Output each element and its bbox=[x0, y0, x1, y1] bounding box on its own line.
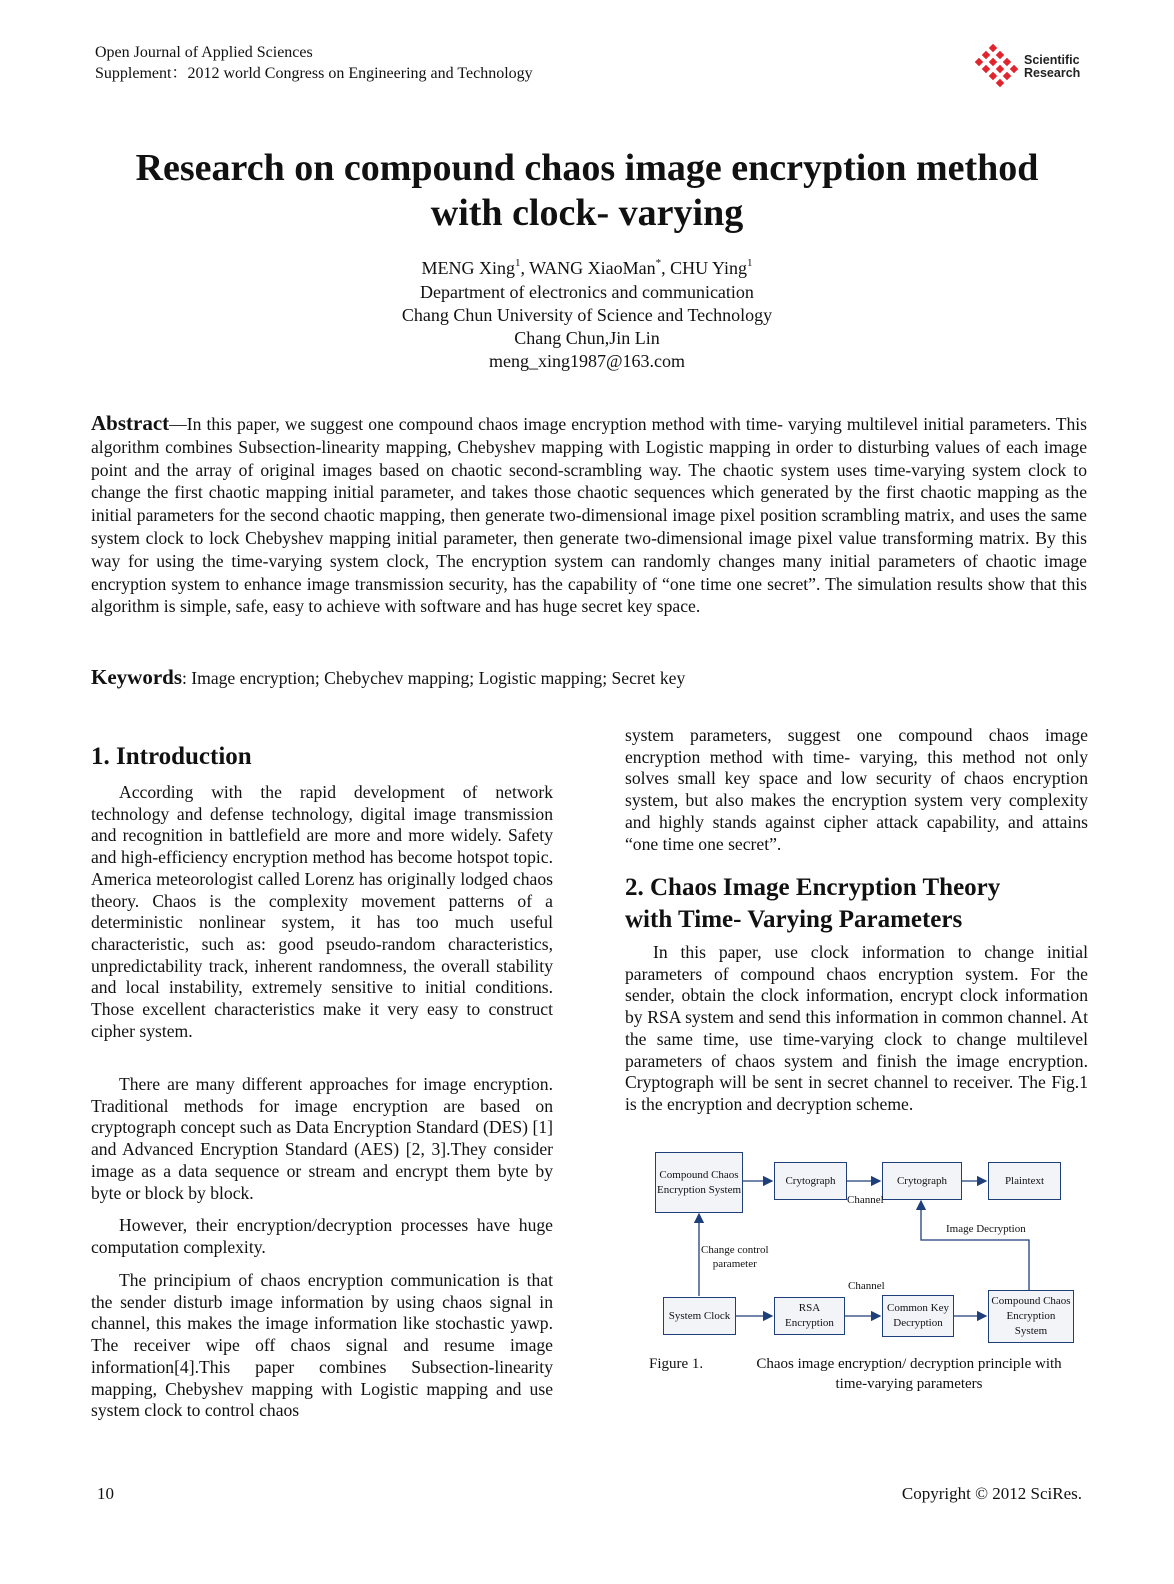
box-crytograph-sender bbox=[774, 1162, 847, 1200]
box-crytograph-receiver bbox=[882, 1162, 962, 1200]
author-name: CHU Ying bbox=[670, 258, 747, 278]
keywords-text: : Image encryption; Chebychev mapping; Logistic mapping; Secret key bbox=[182, 668, 686, 688]
figure-caption-text bbox=[740, 1354, 1078, 1394]
section-heading-theory bbox=[625, 872, 1095, 936]
box-compound-chaos-system bbox=[988, 1290, 1074, 1343]
intro-paragraph-3: However, their encryption/decryption processes have huge computation complexity. bbox=[91, 1215, 553, 1257]
section-heading-theory-line-2: with Time- Varying Parameters bbox=[625, 906, 963, 933]
intro-paragraph-1: According with the rapid development of network technology and defense technology, digital image transmission and recognition in battlefield are more and more widely. Safety and high-efficiency encryption method has become hotspot topic. America meteorologist called Lorenz has originally lodged chaos theory. Chaos is the complexity movement patterns of a deterministic nonlinear system, it has too much useful characteristic, such as: good pseudo-random characteristics, unpredictability track, inherent randomness, the overall stability and local instability, extremely sensitive to initial conditions. Those excellent characteristics make it very easy to construct cipher system. bbox=[91, 782, 553, 1041]
theory-paragraph-1: In this paper, use clock information to change initial parameters of compound chaos encryption system. For the sender, obtain the clock information, encrypt clock information by RSA system and send this information in common channel. At the same time, use time-varying clock to change multilevel parameters of chaos system and finish the image encryption. Cryptograph will be sent in secret channel to receiver. The Fig.1 is the encryption and decryption scheme. bbox=[625, 942, 1088, 1114]
logo-diamond-icon bbox=[972, 44, 1022, 92]
author-mark: 1 bbox=[514, 257, 521, 269]
box-text: Encryption System bbox=[656, 1183, 742, 1196]
scientific-research-logo bbox=[972, 44, 1087, 92]
figure-caption-number: Figure 1. bbox=[649, 1356, 704, 1372]
keywords-label: Keywords bbox=[91, 665, 182, 689]
section-heading-introduction: 1. Introduction bbox=[91, 743, 252, 770]
logo-text-research: Research bbox=[1024, 66, 1081, 80]
keywords bbox=[91, 665, 1087, 690]
arrow-image-decryption bbox=[921, 1201, 1029, 1290]
box-text: RSA Encryption bbox=[785, 1302, 834, 1329]
title-line-1: Research on compound chaos image encryption method bbox=[135, 147, 1039, 189]
author-name: WANG XiaoMan bbox=[529, 258, 656, 278]
author-email: meng_xing1987@163.com bbox=[488, 351, 686, 371]
page-number: 10 bbox=[97, 1484, 114, 1503]
abstract bbox=[91, 412, 1087, 618]
box-compound-chaos-encryption bbox=[655, 1152, 743, 1213]
figure-encryption-scheme bbox=[648, 1150, 1078, 1346]
label-change-control-parameter bbox=[701, 1243, 769, 1271]
box-text: Encryption System bbox=[1006, 1310, 1056, 1337]
copyright-notice: Copyright © 2012 SciRes. bbox=[901, 1484, 1082, 1503]
label-text: parameter bbox=[712, 1258, 757, 1270]
box-rsa-encryption bbox=[774, 1297, 845, 1335]
box-text: Common Key bbox=[886, 1302, 950, 1314]
author-list bbox=[0, 257, 1174, 280]
box-text: Compound Chaos bbox=[659, 1168, 739, 1181]
logo-text-scientific: Scientific bbox=[1024, 53, 1080, 67]
label-channel-top: Channel bbox=[847, 1194, 884, 1206]
section-heading-theory-line-1: 2. Chaos Image Encryption Theory bbox=[625, 874, 1001, 901]
label-channel-bottom: Channel bbox=[848, 1280, 885, 1292]
box-common-key-decryption bbox=[882, 1295, 954, 1337]
abstract-label: Abstract bbox=[91, 411, 170, 435]
box-text: Compound Chaos bbox=[991, 1295, 1071, 1307]
box-text: Crytograph bbox=[785, 1174, 836, 1187]
box-plaintext bbox=[988, 1162, 1061, 1200]
box-system-clock bbox=[663, 1297, 736, 1335]
paper-title bbox=[60, 146, 1114, 236]
label-image-decryption: Image Decryption bbox=[946, 1223, 1026, 1235]
affiliation-city: Chang Chun,Jin Lin bbox=[514, 328, 660, 348]
abstract-text: —In this paper, we suggest one compound chaos image encryption method with time- varying multilevel initial parameters. This algorithm combines Subsection-linearity mapping, Chebyshev mapping with Logistic mapping in order to disturbing values of each image point and the array of original images based on chaotic second-scrambling way. The chaotic system uses time-varying system clock to change the first chaotic mapping initial parameter, and takes those chaotic sequences which generated by the first chaotic mapping as the initial parameters for the second chaotic mapping, then generate two-dimensional image pixel position scrambling matrix, and uses the same system clock to lock Chebyshev mapping initial parameter, then generate two-dimensional image pixel value transforming matrix. By this way for using the time-varying system clock, The encryption system can randomly changes many initial parameters of chaotic image encryption system to enhance image transmission security, has the capability of “one time one secret”. The simulation results show that this algorithm is simple, safe, easy to achieve with software and has huge secret key space. bbox=[91, 414, 1087, 617]
caption-line: Chaos image encryption/ decryption principle with bbox=[756, 1356, 1062, 1372]
intro-paragraph-2: There are many different approaches for image encryption. Traditional methods for image encryption are based on cryptograph concept such as Data Encryption Standard (DES) [1] and Advanced Encryption Standard (AES) [2, 3].They consider image as a data sequence or stream and encrypt them byte by byte or block by block. bbox=[91, 1074, 553, 1203]
title-line-2: with clock- varying bbox=[430, 192, 744, 234]
caption-line: time-varying parameters bbox=[835, 1376, 983, 1392]
box-text: System Clock bbox=[668, 1309, 731, 1322]
affiliation-department: Department of electronics and communication bbox=[420, 282, 754, 302]
box-text: Crytograph bbox=[896, 1174, 948, 1187]
author-name: MENG Xing bbox=[421, 258, 515, 278]
label-text: Change control bbox=[701, 1244, 769, 1256]
author-separator: , bbox=[520, 258, 530, 278]
journal-supplement: Supplement：2012 world Congress on Engineering and Technology bbox=[95, 65, 533, 82]
box-text: Plaintext bbox=[1004, 1174, 1045, 1187]
author-separator: , bbox=[661, 258, 671, 278]
box-text: Decryption bbox=[893, 1317, 943, 1329]
author-mark: 1 bbox=[747, 257, 753, 269]
journal-name: Open Journal of Applied Sciences bbox=[95, 44, 313, 61]
affiliation-university: Chang Chun University of Science and Technology bbox=[401, 305, 773, 325]
intro-paragraph-4-continued: system parameters, suggest one compound chaos image encryption method with time- varying, this method not only solves small key space and low security of chaos encryption system, but also makes the encryption system very complexity and highly stands against cipher attack capability, and attains “one time one secret”. bbox=[625, 725, 1088, 854]
author-mark: * bbox=[655, 257, 662, 269]
intro-paragraph-4: The principium of chaos encryption communication is that the sender disturb image information by using chaos signal in channel, this makes the image information like stochastic yawp. The receiver wipe off chaos signal and resume image information[4].This paper combines Subsection-linearity mapping, Chebyshev mapping with Logistic mapping and use system clock to control chaos bbox=[91, 1270, 553, 1421]
